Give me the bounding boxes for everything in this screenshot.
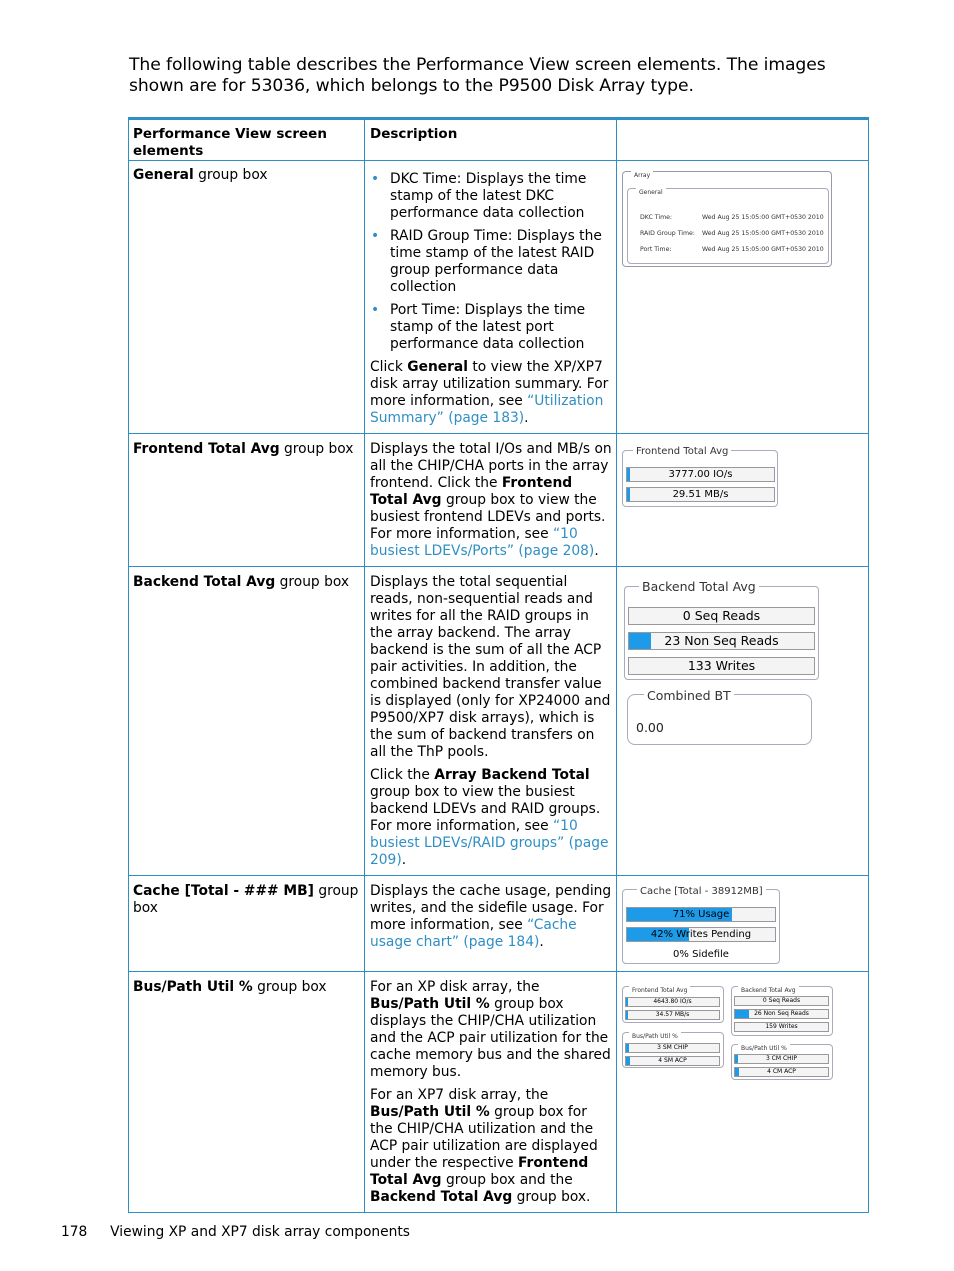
backend-total-avg-box: [624, 579, 819, 680]
row-value: Wed Aug 25 15:05:00 GMT+0530 2010: [702, 246, 824, 253]
row-label: DKC Time:: [640, 214, 672, 221]
image-backend: [617, 567, 869, 876]
bus-be-writes-bar: 159 Writes: [734, 1022, 829, 1032]
image-general: [617, 161, 869, 434]
paragraph: Click General to view the XP/XP7 disk array utilization summary. For more information, see “Utilization Summary” (page 183).: [370, 359, 609, 426]
row-value: Wed Aug 25 15:05:00 GMT+0530 2010: [702, 230, 824, 237]
writes-bar: 133 Writes: [628, 657, 815, 675]
element-name-bus: Bus/Path Util % group box: [129, 972, 365, 1213]
seq-reads-bar: 0 Seq Reads: [628, 607, 815, 625]
cache-usage-bar: 71% Usage: [626, 907, 776, 922]
bus-be-nonseq-bar: 26 Non Seq Reads: [734, 1009, 829, 1019]
page-footer: [61, 1224, 410, 1240]
image-bus: [617, 972, 869, 1213]
combined-bt-box: [627, 688, 812, 745]
frontend-io-bar: 3777.00 IO/s: [626, 467, 775, 482]
paragraph: Click the Array Backend Total group box to view the busiest backend LDEVs and RAID groups. For more information, see “10 busiest LDEVs/RAID groups” (page 209).: [370, 767, 609, 868]
table-row: [129, 972, 869, 1213]
group-label: Cache [Total - 38912MB]: [637, 883, 766, 900]
description-bus: [365, 972, 617, 1213]
paragraph: For an XP disk array, the Bus/Path Util % group box displays the CHIP/CHA utilization and the ACP pair utilization for the cache memory bus and the shared memory bus.: [370, 979, 611, 1080]
paragraph: Displays the total sequential reads, non-sequential reads and writes for all the RAID groups in the array backend. The array backend is the sum of all the ACP pair activities. In addition, the combined backend transfer value is displayed (only for XP24000 and P9500/XP7 disk arrays), which is the sum of backend transfers on all the ThP pools.: [370, 574, 611, 760]
bus-fe-mb-bar: 34.57 MB/s: [625, 1010, 720, 1020]
group-label: Bus/Path Util %: [629, 1028, 681, 1045]
performance-view-table: [128, 117, 869, 1213]
link-10-busiest-ldevs-raid[interactable]: “10 busiest LDEVs/RAID groups” (page 209): [370, 818, 609, 868]
element-name-backend: Backend Total Avg group box: [129, 567, 365, 876]
paragraph: For an XP7 disk array, the Bus/Path Util % group box for the CHIP/CHA utilization and the ACP pair utilization are displayed under the respective Frontend Total Avg group box and the Backend Total Avg group box.: [370, 1087, 598, 1205]
bus-sm-chip-bar: 3 SM CHIP: [625, 1043, 720, 1053]
bus-be-util-box: [731, 1044, 833, 1080]
group-label: General: [636, 184, 666, 201]
header-col-image: [617, 119, 869, 161]
link-10-busiest-ldevs-ports[interactable]: “10 busiest LDEVs/Ports” (page 208): [370, 526, 595, 559]
row-label: RAID Group Time:: [640, 230, 695, 237]
table-row: [129, 434, 869, 567]
group-label: Frontend Total Avg: [629, 982, 690, 999]
image-cache: [617, 876, 869, 972]
group-label: Array: [631, 167, 653, 184]
group-label: Backend Total Avg: [639, 578, 759, 595]
group-label: Bus/Path Util %: [738, 1040, 790, 1057]
bus-frontend-total-box: [622, 986, 724, 1023]
cache-total-box: [622, 886, 780, 964]
array-group-box: [622, 171, 832, 267]
header-col-description: Description: [365, 119, 617, 161]
paragraph: Displays the cache usage, pending writes, and the sidefile usage. For more information, see “Cache usage chart” (page 184).: [370, 883, 612, 950]
header-col-elements: Performance View screen elements: [129, 119, 365, 161]
row-label: Port Time:: [640, 246, 672, 253]
bus-be-seq-bar: 0 Seq Reads: [734, 996, 829, 1006]
frontend-mb-bar: 29.51 MB/s: [626, 487, 775, 502]
list-item: • Port Time: Displays the time stamp of the latest port performance data collection: [390, 302, 612, 353]
description-backend: [365, 567, 617, 876]
sidefile-bar: 0% Sidefile: [626, 947, 776, 962]
bullet-list: [370, 171, 612, 353]
element-name-general: General group box: [129, 161, 365, 434]
description-general: [365, 161, 617, 434]
intro-paragraph: The following table describes the Performance View screen elements. The images shown are for 53036, which belongs to the P9500 Disk Array type.: [129, 55, 826, 96]
image-frontend: [617, 434, 869, 567]
group-label: Backend Total Avg: [738, 982, 799, 999]
link-cache-usage-chart[interactable]: “Cache usage chart” (page 184): [370, 917, 577, 950]
bus-fe-io-bar: 4643.80 IO/s: [625, 997, 720, 1007]
element-name-cache: Cache [Total - ### MB] group box: [129, 876, 365, 972]
table-row: [129, 876, 869, 972]
frontend-total-avg-box: [622, 446, 778, 507]
page-number: 178: [61, 1224, 88, 1240]
element-name-frontend: Frontend Total Avg group box: [129, 434, 365, 567]
table-header-row: [129, 119, 869, 161]
bus-cm-acp-bar: 4 CM ACP: [734, 1067, 829, 1077]
group-label: Frontend Total Avg: [633, 443, 731, 460]
group-label: Combined BT: [644, 687, 734, 704]
table-row: [129, 161, 869, 434]
bus-sm-acp-bar: 4 SM ACP: [625, 1056, 720, 1066]
description-cache: [365, 876, 617, 972]
bus-fe-util-box: [622, 1032, 724, 1068]
bus-backend-total-box: [731, 986, 833, 1036]
row-value: Wed Aug 25 15:05:00 GMT+0530 2010: [702, 214, 824, 221]
description-frontend: [365, 434, 617, 567]
bus-cm-chip-bar: 3 CM CHIP: [734, 1054, 829, 1064]
table-row: [129, 567, 869, 876]
footer-section-title: Viewing XP and XP7 disk array components: [110, 1224, 410, 1240]
paragraph: Displays the total I/Os and MB/s on all the CHIP/CHA ports in the array frontend. Click the Frontend Total Avg group box to view the busiest frontend LDEVs and ports. For more information, see “10 busiest LDEVs/Ports” (page 208).: [370, 441, 612, 559]
list-item: • DKC Time: Displays the time stamp of the latest DKC performance data collection: [390, 171, 612, 222]
non-seq-reads-bar: 23 Non Seq Reads: [628, 632, 815, 650]
general-group-box: [627, 188, 829, 264]
combined-bt-value: 0.00: [636, 720, 664, 735]
list-item: • RAID Group Time: Displays the time stamp of the latest RAID group performance data collection: [390, 228, 612, 296]
link-utilization-summary[interactable]: “Utilization Summary” (page 183): [370, 393, 604, 426]
writes-pending-bar: 42% Writes Pending: [626, 927, 776, 942]
